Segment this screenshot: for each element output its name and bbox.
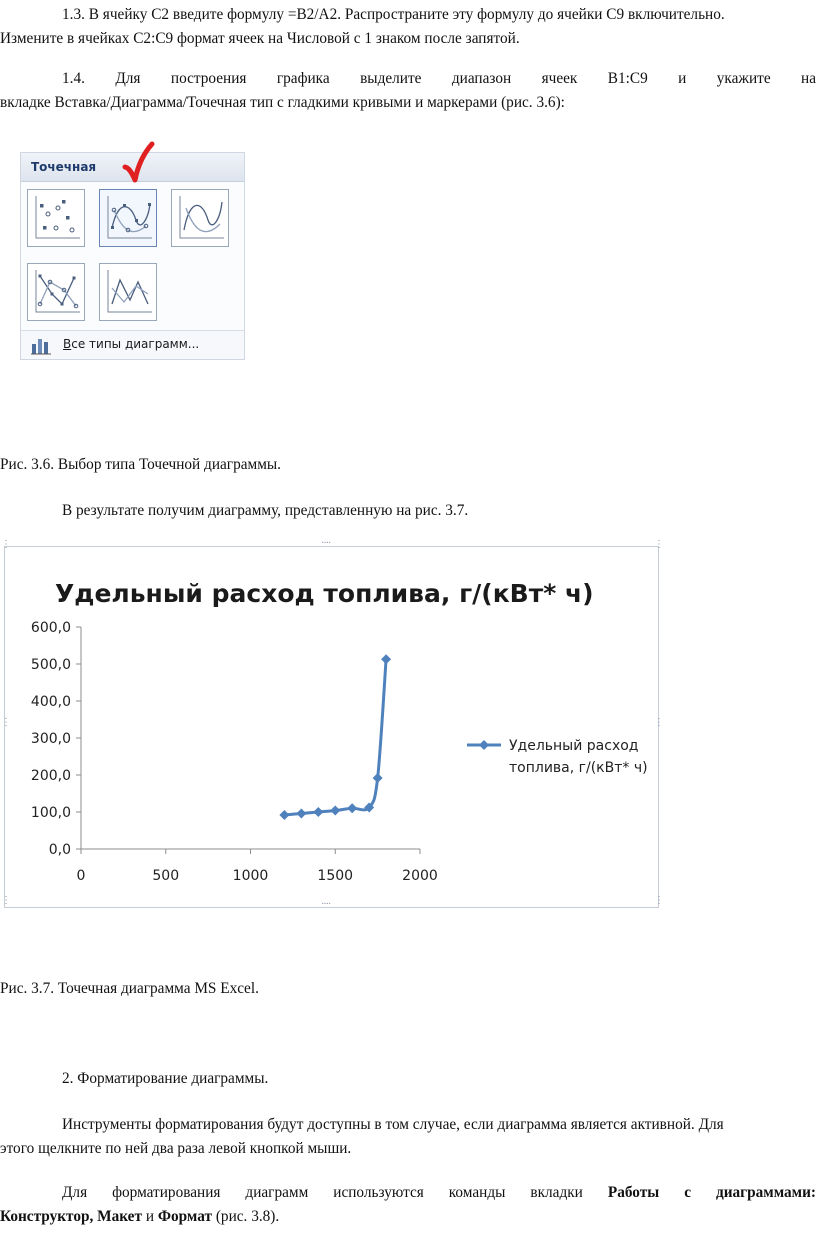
paragraph-1-4-line-1: 1.4. Для построения графика выделите диапазон ячеек B1:C9 и укажите на	[62, 70, 816, 87]
scatter-markers-only-option[interactable]	[27, 189, 85, 247]
scatter-smooth-lines-option[interactable]	[171, 189, 229, 247]
x-tick-label: 1500	[317, 868, 354, 884]
legend-label: Удельный расход	[509, 738, 639, 754]
paragraph-formatting-line-2: этого щелкните по ней два раза левой кнопкой мыши.	[0, 1140, 352, 1157]
section-2-heading: 2. Форматирование диаграммы.	[62, 1070, 269, 1087]
scatter-smooth-lines-markers-option[interactable]	[99, 189, 157, 247]
paragraph-tabs-line-2: Конструктор, Макет и Формат (рис. 3.8).	[0, 1208, 280, 1225]
chart-legend	[467, 738, 648, 776]
resize-handle-top-right[interactable]: ⋮	[654, 539, 663, 550]
resize-handle-bottom-left[interactable]: ⋮	[1, 895, 10, 906]
y-tick-label: 600,0	[30, 620, 71, 636]
tab-name-design-layout: Конструктор, Макет	[0, 1208, 142, 1225]
paragraph-1-3-line-1: 1.3. В ячейку С2 введите формулу =B2/A2. Распространите эту формулу до ячейки С9 включительно.	[62, 6, 725, 23]
paragraph-1-3-line-2: Измените в ячейках С2:С9 формат ячеек на Числовой с 1 знаком после запятой.	[0, 30, 520, 47]
resize-handle-bottom[interactable]: ····	[321, 899, 331, 910]
tab-name-chart-tools: Работы с диаграммами:	[607, 1184, 816, 1201]
resize-handle-bottom-right[interactable]: ⋮	[654, 895, 663, 906]
scatter-straight-lines-option[interactable]	[99, 263, 157, 321]
plot-area	[31, 620, 438, 884]
y-tick-label: 0,0	[48, 842, 71, 858]
gallery-title: Точечная	[31, 160, 97, 174]
x-tick-label: 1000	[232, 868, 269, 884]
chart-title: Удельный расход топлива, г/(кВт* ч)	[55, 579, 594, 608]
scatter-straight-lines-markers-option[interactable]	[27, 263, 85, 321]
all-chart-types-link[interactable]	[21, 330, 244, 359]
y-tick-label: 300,0	[30, 731, 71, 747]
data-point-marker	[330, 806, 340, 816]
all-chart-types-icon	[31, 335, 53, 355]
chart-canvas	[5, 547, 658, 907]
y-tick-label: 400,0	[30, 694, 71, 710]
data-point-marker	[347, 803, 357, 813]
data-point-marker	[296, 808, 306, 818]
resize-handle-top[interactable]: ····	[321, 538, 331, 549]
y-tick-label: 200,0	[30, 768, 71, 784]
x-tick-label: 0	[76, 868, 86, 884]
y-tick-label: 500,0	[30, 657, 71, 673]
scatter-straight-lines-markers-icon	[28, 264, 84, 320]
scatter-type-gallery	[20, 152, 245, 360]
paragraph-1-4-line-2: вкладке Вставка/Диаграмма/Точечная тип с гладкими кривыми и маркерами (рис. 3.6):	[0, 94, 565, 111]
paragraph-formatting-line-1: Инструменты форматирования будут доступны в том случае, если диаграмма является активной. Для	[62, 1116, 724, 1133]
tab-name-format: Формат	[157, 1208, 212, 1225]
figure-3-6-caption: Рис. 3.6. Выбор типа Точечной диаграммы.	[0, 456, 281, 473]
resize-handle-left[interactable]: ⋮	[1, 717, 10, 728]
excel-scatter-chart[interactable]	[1, 538, 663, 910]
y-tick-label: 100,0	[30, 805, 71, 821]
resize-handle-right[interactable]: ⋮	[654, 717, 663, 728]
scatter-smooth-lines-markers-icon	[100, 190, 156, 246]
resize-handle-top-left[interactable]: ⋮	[1, 539, 10, 550]
data-point-marker	[381, 654, 391, 664]
data-point-marker	[313, 807, 323, 817]
legend-marker	[479, 740, 489, 750]
selected-checkmark-icon	[121, 141, 155, 185]
legend-label: топлива, г/(кВт* ч)	[509, 760, 648, 776]
result-paragraph: В результате получим диаграмму, представленную на рис. 3.7.	[62, 502, 469, 519]
scatter-markers-only-icon	[28, 190, 84, 246]
series-line	[284, 659, 386, 815]
x-tick-label: 2000	[402, 868, 438, 884]
x-tick-label: 500	[152, 868, 180, 884]
figure-3-7-caption: Рис. 3.7. Точечная диаграмма MS Excel.	[0, 980, 259, 997]
data-point-marker	[373, 773, 383, 783]
all-chart-types-label: Все типы диаграмм...	[63, 337, 200, 351]
paragraph-tabs-line-1: Для форматирования диаграмм используются команды вкладки Работы с диаграммами:	[62, 1184, 816, 1201]
scatter-straight-lines-icon	[100, 264, 156, 320]
scatter-smooth-lines-icon	[172, 190, 228, 246]
data-point-marker	[279, 810, 289, 820]
